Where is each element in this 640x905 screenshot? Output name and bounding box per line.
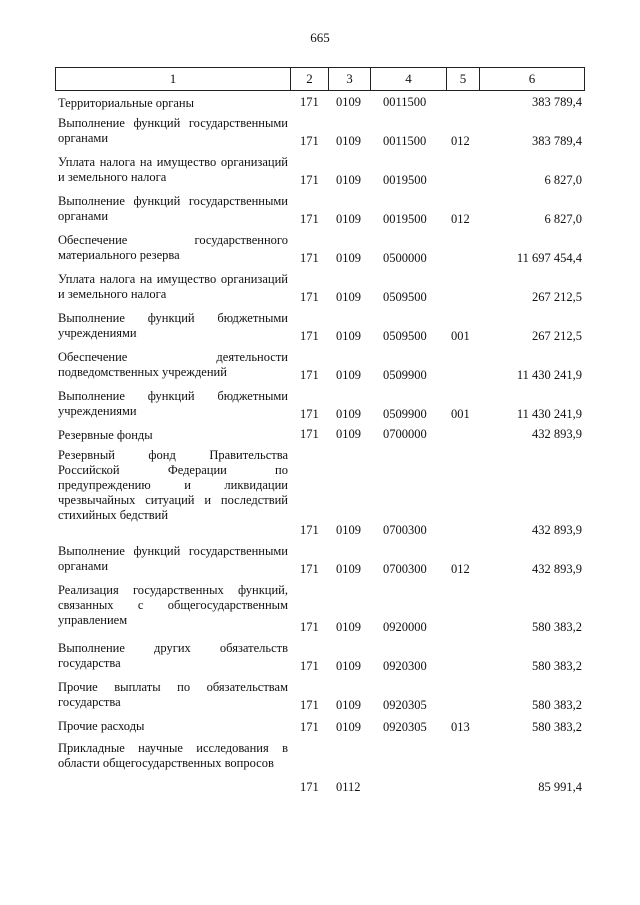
row-col-5: 001 xyxy=(451,407,470,421)
row-name: Территориальные органы xyxy=(58,96,195,110)
row-col-6: 383 789,4 xyxy=(532,134,582,148)
table-row xyxy=(55,579,585,637)
row-col-4: 0920000 xyxy=(383,620,427,634)
row-col-6: 267 212,5 xyxy=(532,290,582,304)
row-name: Выполнение функций государственными органами xyxy=(58,544,288,573)
row-col-2: 171 xyxy=(300,620,319,634)
page-number: 665 xyxy=(310,30,330,45)
table-row xyxy=(55,444,585,540)
table-row xyxy=(55,715,585,737)
row-col-5: 001 xyxy=(451,329,470,343)
table-row xyxy=(55,737,585,797)
row-col-4: 0920300 xyxy=(383,659,427,673)
row-col-3: 0112 xyxy=(336,780,361,794)
row-col-3: 0109 xyxy=(336,134,361,148)
row-col-2: 171 xyxy=(300,368,319,382)
column-header-4: 4 xyxy=(371,68,447,90)
row-col-3: 0109 xyxy=(336,620,361,634)
row-col-2: 171 xyxy=(300,523,319,537)
row-col-4: 0509500 xyxy=(383,329,427,343)
row-col-3: 0109 xyxy=(336,95,361,109)
row-col-3: 0109 xyxy=(336,368,361,382)
row-col-4: 0011500 xyxy=(383,134,427,148)
row-col-2: 171 xyxy=(300,720,319,734)
row-col-6: 11 430 241,9 xyxy=(516,368,582,382)
table-row xyxy=(55,307,585,346)
row-col-6: 267 212,5 xyxy=(532,329,582,343)
row-col-3: 0109 xyxy=(336,173,361,187)
row-col-4: 0019500 xyxy=(383,212,427,226)
row-col-2: 171 xyxy=(300,134,319,148)
row-col-4: 0920305 xyxy=(383,720,427,734)
row-name: Выполнение функций бюджетными учреждениями xyxy=(58,311,288,340)
row-name: Выполнение функций государственными органами xyxy=(58,194,288,223)
table-row xyxy=(55,229,585,268)
row-name: Уплата налога на имущество организаций и земельного налога xyxy=(58,155,288,184)
row-col-4: 0019500 xyxy=(383,173,427,187)
table-row xyxy=(55,190,585,229)
row-col-4: 0500000 xyxy=(383,251,427,265)
table-row xyxy=(55,637,585,676)
row-col-4: 0700300 xyxy=(383,562,427,576)
row-col-3: 0109 xyxy=(336,562,361,576)
table-row xyxy=(55,346,585,385)
column-header-1: 1 xyxy=(56,68,291,90)
row-col-3: 0109 xyxy=(336,720,361,734)
row-name: Прикладные научные исследования в области общегосударственных вопросов xyxy=(58,741,288,770)
row-col-4: 0011500 xyxy=(383,95,427,109)
row-col-5: 013 xyxy=(451,720,470,734)
table-row xyxy=(55,676,585,715)
row-col-5: 012 xyxy=(451,212,470,226)
row-col-2: 171 xyxy=(300,562,319,576)
row-col-3: 0109 xyxy=(336,290,361,304)
row-col-6: 432 893,9 xyxy=(532,523,582,537)
row-col-2: 171 xyxy=(300,290,319,304)
row-col-6: 432 893,9 xyxy=(532,562,582,576)
row-col-2: 171 xyxy=(300,407,319,421)
row-col-6: 11 697 454,4 xyxy=(516,251,582,265)
row-col-6: 580 383,2 xyxy=(532,659,582,673)
row-col-3: 0109 xyxy=(336,329,361,343)
row-col-3: 0109 xyxy=(336,698,361,712)
table-row xyxy=(55,151,585,190)
row-col-2: 171 xyxy=(300,212,319,226)
row-name: Уплата налога на имущество организаций и земельного налога xyxy=(58,272,288,301)
row-col-6: 432 893,9 xyxy=(532,427,582,441)
row-col-2: 171 xyxy=(300,780,319,794)
row-col-3: 0109 xyxy=(336,427,361,441)
row-col-5: 012 xyxy=(451,134,470,148)
row-col-6: 85 991,4 xyxy=(538,780,582,794)
row-name: Прочие расходы xyxy=(58,719,145,733)
row-col-2: 171 xyxy=(300,698,319,712)
row-name: Выполнение функций бюджетными учреждениями xyxy=(58,389,288,418)
row-name: Выполнение других обязательств государства xyxy=(58,641,288,670)
row-col-6: 580 383,2 xyxy=(532,698,582,712)
table-row xyxy=(55,112,585,151)
column-header-5: 5 xyxy=(447,68,480,90)
row-col-2: 171 xyxy=(300,427,319,441)
row-col-6: 6 827,0 xyxy=(544,212,582,226)
column-header-2: 2 xyxy=(291,68,329,90)
row-col-4: 0509900 xyxy=(383,368,427,382)
row-col-6: 580 383,2 xyxy=(532,620,582,634)
row-col-6: 6 827,0 xyxy=(544,173,582,187)
row-col-6: 580 383,2 xyxy=(532,720,582,734)
table-row xyxy=(55,92,585,112)
row-col-3: 0109 xyxy=(336,523,361,537)
row-name: Резервные фонды xyxy=(58,428,153,442)
table-row xyxy=(55,540,585,579)
row-col-4: 0700300 xyxy=(383,523,427,537)
row-col-3: 0109 xyxy=(336,251,361,265)
row-col-2: 171 xyxy=(300,95,319,109)
row-col-4: 0509900 xyxy=(383,407,427,421)
row-col-2: 171 xyxy=(300,251,319,265)
table-row xyxy=(55,268,585,307)
row-name: Выполнение функций государственными органами xyxy=(58,116,288,145)
row-col-4: 0700000 xyxy=(383,427,427,441)
row-name: Обеспечение государственного материального резерва xyxy=(58,233,288,262)
column-header-6: 6 xyxy=(528,71,536,86)
row-col-4: 0509500 xyxy=(383,290,427,304)
row-col-3: 0109 xyxy=(336,212,361,226)
row-col-5: 012 xyxy=(451,562,470,576)
row-col-3: 0109 xyxy=(336,659,361,673)
row-col-2: 171 xyxy=(300,173,319,187)
row-col-2: 171 xyxy=(300,329,319,343)
row-col-6: 383 789,4 xyxy=(532,95,582,109)
row-name: Прочие выплаты по обязательствам государства xyxy=(58,680,288,709)
table-header xyxy=(55,67,585,91)
table-row xyxy=(55,424,585,444)
row-col-4: 0920305 xyxy=(383,698,427,712)
row-name: Обеспечение деятельности подведомственных учреждений xyxy=(58,350,288,379)
column-header-3: 3 xyxy=(329,68,371,90)
row-col-3: 0109 xyxy=(336,407,361,421)
row-name: Реализация государственных функций, связанных с общегосударственным управлением xyxy=(58,583,288,627)
row-col-6: 11 430 241,9 xyxy=(516,407,582,421)
row-name: Резервный фонд Правительства Российской Федерации по предупреждению и ликвидации чрезвычайных ситуаций и последствий стихийных бедствий xyxy=(58,448,288,522)
table-row xyxy=(55,385,585,424)
row-col-2: 171 xyxy=(300,659,319,673)
